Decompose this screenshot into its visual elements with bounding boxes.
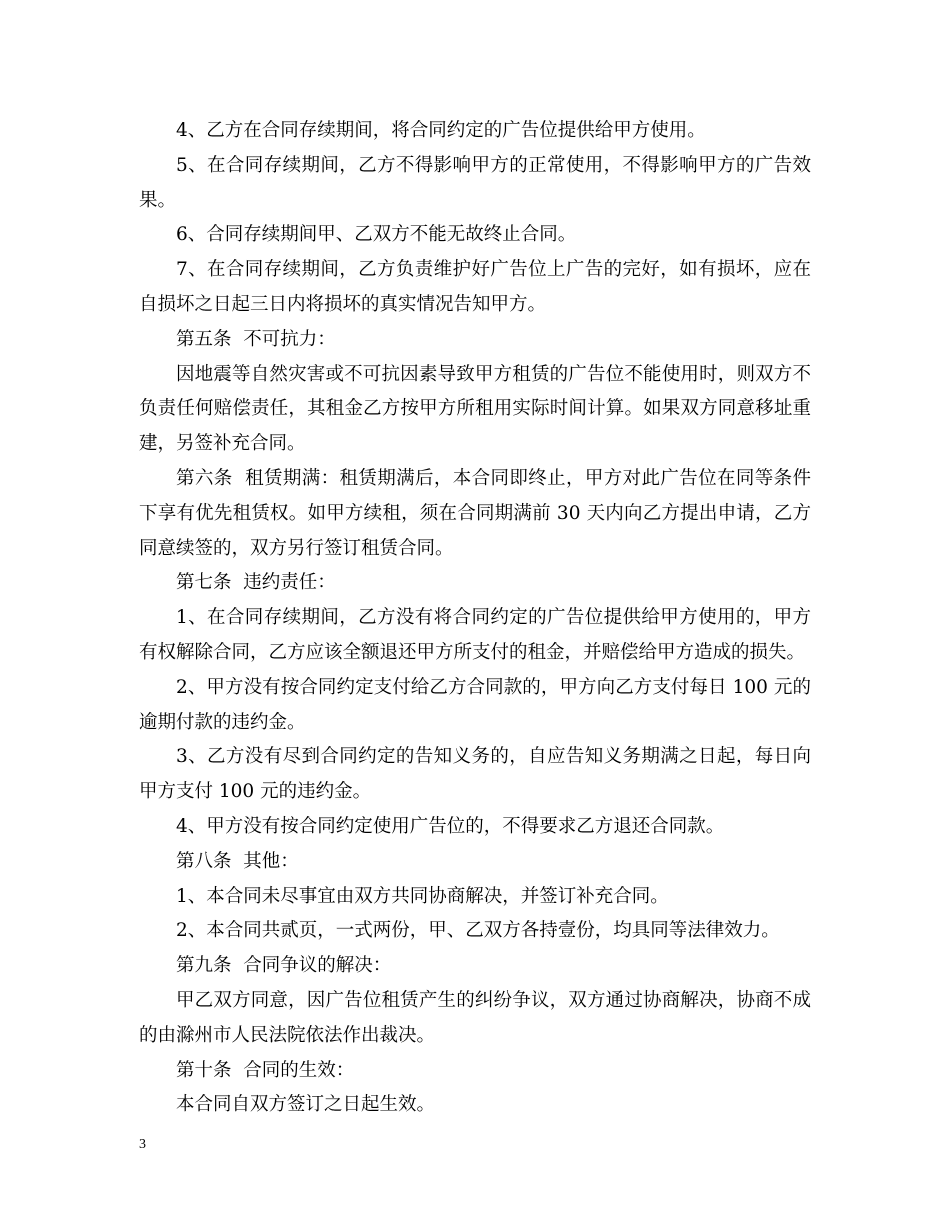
section-heading: 第六条 租赁期满：租赁期满后，本合同即终止，甲方对此广告位在同等条件下享有优先租赁权。如甲方续租，须在合同期满前 30 天内向乙方提出申请，乙方同意续签的，双方另行签订租赁合同。 [139,467,811,559]
paragraph: 3、乙方没有尽到合同约定的告知义务的，自应告知义务期满之日起，每日向甲方支付 100 元的违约金。 [139,746,811,803]
page-number: 3 [139,1137,146,1152]
paragraph: 1、在合同存续期间，乙方没有将合同约定的广告位提供给甲方使用的，甲方有权解除合同，乙方应该全额退还甲方所支付的租金，并赔偿给甲方造成的损失。 [139,607,811,663]
section-heading: 第七条 违约责任： [176,572,336,594]
paragraph: 6、合同存续期间甲、乙双方不能无故终止合同。 [176,224,577,246]
paragraph: 4、甲方没有按合同约定使用广告位的，不得要求乙方退还合同款。 [176,815,725,837]
paragraph: 本合同自双方签订之日起生效。 [176,1094,436,1116]
paragraph: 7、在合同存续期间，乙方负责维护好广告位上广告的完好，如有损坏，应在自损坏之日起三日内将损坏的真实情况告知甲方。 [139,259,811,315]
paragraph: 2、本合同共贰页，一式两份，甲、乙双方各持壹份，均具同等法律效力。 [176,920,780,942]
section-heading: 第五条 不可抗力： [176,328,336,350]
paragraph: 因地震等自然灾害或不可抗因素导致甲方租赁的广告位不能使用时，则双方不负责任何赔偿责任，其租金乙方按甲方所租用实际时间计算。如果双方同意移址重建，另签补充合同。 [139,363,811,455]
paragraph: 4、乙方在合同存续期间，将合同约定的广告位提供给甲方使用。 [176,120,706,141]
paragraph: 1、本合同未尽事宜由双方共同协商解决，并签订补充合同。 [176,885,669,907]
document-body [139,114,811,1123]
section-heading: 第十条 合同的生效： [176,1059,355,1081]
paragraph: 5、在合同存续期间，乙方不得影响甲方的正常使用，不得影响甲方的广告效果。 [139,154,811,211]
paragraph: 甲乙双方同意，因广告位租赁产生的纠纷争议，双方通过协商解决，协商不成的由滁州市人民法院依法作出裁决。 [139,989,811,1046]
paragraph: 2、甲方没有按合同约定支付给乙方合同款的，甲方向乙方支付每日 100 元的逾期付款的违约金。 [139,676,811,733]
section-heading: 第九条 合同争议的解决： [176,955,392,977]
section-heading: 第八条 其他： [176,850,299,872]
